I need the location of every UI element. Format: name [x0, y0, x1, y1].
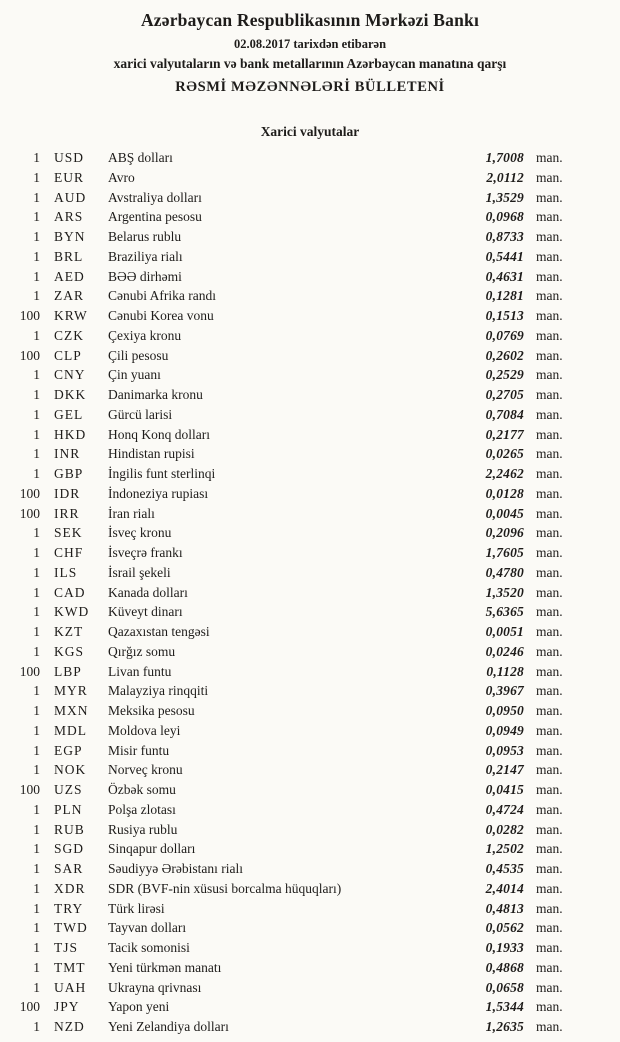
currency-unit: man.	[536, 861, 563, 876]
currency-unit: man.	[536, 762, 563, 778]
table-row	[14, 978, 570, 998]
currency-qty: 100	[19, 308, 40, 323]
table-row	[14, 741, 570, 761]
currency-code: KZT	[54, 624, 84, 639]
currency-name: Sinqapur dolları	[108, 841, 196, 857]
currency-code: MDL	[54, 722, 87, 738]
currency-rate: 0,0045	[485, 505, 524, 521]
currency-name: Kanada dolları	[108, 584, 188, 600]
currency-code: NZD	[54, 1019, 85, 1034]
currency-name: İran rialı	[108, 505, 155, 521]
currency-name: Çin yuanı	[108, 367, 161, 383]
currency-code: PLN	[54, 801, 83, 817]
currency-name: ABŞ dolları	[108, 150, 173, 165]
currency-qty: 1	[33, 169, 40, 185]
currency-rate: 0,0415	[485, 782, 524, 797]
currency-unit: man.	[536, 268, 563, 284]
currency-rate: 0,4724	[485, 801, 524, 817]
table-row	[14, 563, 570, 583]
table-row	[14, 918, 570, 938]
currency-name: Çexiya kronu	[108, 327, 182, 343]
currency-code: IDR	[54, 485, 81, 501]
table-row	[14, 484, 570, 504]
currency-qty: 1	[33, 979, 40, 995]
currency-unit: man.	[536, 248, 563, 264]
currency-code: AUD	[54, 189, 87, 205]
currency-code: ILS	[54, 564, 78, 580]
currency-rate: 0,0949	[485, 722, 524, 738]
currency-qty: 100	[19, 999, 40, 1015]
currency-rate: 0,0128	[485, 485, 524, 501]
currency-name: Tayvan dolları	[108, 920, 187, 936]
currency-qty: 1	[33, 900, 40, 916]
currency-name: Danimarka kronu	[108, 387, 203, 402]
currency-name: Yapon yeni	[108, 999, 170, 1015]
table-row	[14, 820, 570, 840]
table-row	[14, 859, 570, 879]
currency-code: CZK	[54, 327, 84, 343]
currency-rate: 1,7605	[485, 545, 524, 560]
currency-qty: 1	[33, 880, 40, 896]
currency-unit: man.	[536, 999, 563, 1015]
table-row	[14, 385, 570, 405]
section-title-foreign-currencies: Xarici valyutalar	[260, 124, 360, 139]
currency-qty: 1	[33, 466, 40, 481]
currency-unit: man.	[536, 288, 563, 304]
table-row	[14, 326, 570, 346]
table-row	[14, 879, 570, 899]
currency-qty: 1	[33, 762, 40, 778]
table-row	[14, 444, 570, 464]
currency-qty: 100	[19, 663, 40, 679]
currency-qty: 1	[33, 387, 40, 402]
currency-code: SGD	[54, 841, 85, 857]
currency-qty: 1	[33, 643, 40, 659]
currency-rate: 0,2602	[485, 347, 524, 363]
currency-code: IRR	[54, 505, 80, 521]
currency-unit: man.	[536, 545, 563, 560]
currency-qty: 1	[33, 1019, 40, 1034]
currency-unit: man.	[536, 940, 563, 955]
currency-unit: man.	[536, 446, 563, 462]
currency-unit: man.	[536, 426, 563, 442]
currency-name: Malayziya rinqqiti	[108, 683, 209, 699]
currency-unit: man.	[536, 367, 563, 383]
currency-rate: 0,2096	[485, 525, 524, 541]
currency-qty: 1	[33, 722, 40, 738]
table-row	[14, 267, 570, 287]
currency-code: ZAR	[54, 288, 84, 304]
table-row	[14, 760, 570, 780]
currency-name: Özbək somu	[108, 782, 176, 797]
currency-name: Yeni Zelandiya dolları	[108, 1019, 229, 1034]
table-row	[14, 681, 570, 701]
table-row	[14, 365, 570, 385]
currency-code: LBP	[54, 663, 82, 679]
currency-code: TRY	[54, 900, 84, 916]
currency-code: BYN	[54, 229, 86, 244]
currency-rate: 0,1513	[485, 308, 524, 323]
currency-rate: 0,0953	[485, 742, 524, 758]
currency-unit: man.	[536, 229, 563, 244]
currency-name: Ukrayna qrivnası	[108, 979, 202, 995]
currency-qty: 1	[33, 288, 40, 304]
bank-name-title: Azərbaycan Respublikasının Mərkəzi Bankı	[140, 10, 480, 30]
currency-qty: 1	[33, 525, 40, 541]
currency-code: CAD	[54, 584, 86, 600]
currency-name: Argentina pesosu	[108, 209, 202, 225]
currency-rate: 1,2635	[485, 1019, 524, 1034]
currency-qty: 1	[33, 229, 40, 244]
currency-code: DKK	[54, 387, 87, 402]
currency-rate: 0,0282	[485, 821, 524, 837]
currency-name: Braziliya rialı	[108, 248, 183, 264]
currency-rate: 0,4868	[485, 959, 524, 975]
currency-code: INR	[54, 446, 81, 462]
currency-qty: 1	[33, 604, 40, 620]
currency-name: Belarus rublu	[108, 229, 182, 244]
currency-unit: man.	[536, 485, 563, 501]
currency-code: CHF	[54, 545, 84, 560]
currency-qty: 1	[33, 545, 40, 560]
currency-code: BRL	[54, 248, 84, 264]
table-row	[14, 286, 570, 306]
currency-rate: 1,5344	[485, 999, 524, 1015]
currency-qty: 1	[33, 940, 40, 955]
table-row	[14, 188, 570, 208]
currency-unit: man.	[536, 604, 563, 620]
currency-rate: 0,1933	[485, 940, 524, 955]
table-row	[14, 800, 570, 820]
table-row	[14, 306, 570, 326]
currency-code: SAR	[54, 861, 84, 876]
table-row	[14, 523, 570, 543]
currency-code: GBP	[54, 466, 84, 481]
currency-name: Misir funtu	[108, 742, 170, 758]
table-row	[14, 899, 570, 919]
currency-qty: 1	[33, 209, 40, 225]
currency-rate: 0,0950	[485, 703, 524, 718]
currency-unit: man.	[536, 683, 563, 699]
currency-unit: man.	[536, 979, 563, 995]
table-row	[14, 543, 570, 563]
currency-unit: man.	[536, 722, 563, 738]
table-row	[14, 227, 570, 247]
currency-rate: 1,7008	[485, 150, 524, 165]
table-row	[14, 958, 570, 978]
currency-rate: 0,2705	[485, 387, 524, 402]
currency-qty: 1	[33, 959, 40, 975]
bulletin-title: RƏSMİ MƏZƏNNƏLƏRİ BÜLLETENİ	[175, 79, 445, 95]
table-row	[14, 1017, 570, 1037]
currency-code: SEK	[54, 525, 83, 541]
currency-qty: 1	[33, 801, 40, 817]
currency-name: Hindistan rupisi	[108, 446, 195, 462]
currency-unit: man.	[536, 742, 563, 758]
table-row	[14, 207, 570, 227]
currency-unit: man.	[536, 703, 563, 718]
currency-rate: 0,2177	[485, 426, 524, 442]
currency-rate: 0,3967	[485, 683, 524, 699]
currency-rate: 0,0246	[485, 643, 524, 659]
currency-code: TWD	[54, 920, 88, 936]
currency-rate: 0,5441	[485, 248, 524, 264]
currency-rate: 0,4535	[485, 861, 524, 876]
currency-name: SDR (BVF-nin xüsusi borcalma hüquqları)	[108, 880, 342, 896]
currency-unit: man.	[536, 327, 563, 343]
currency-qty: 1	[33, 150, 40, 165]
currency-qty: 1	[33, 248, 40, 264]
currency-unit: man.	[536, 505, 563, 521]
table-row	[14, 148, 570, 168]
currency-unit: man.	[536, 782, 563, 797]
currency-rate: 0,0968	[485, 209, 524, 225]
currency-code: TJS	[54, 940, 79, 955]
table-row	[14, 622, 570, 642]
currency-qty: 1	[33, 367, 40, 383]
currency-code: JPY	[54, 999, 80, 1015]
currency-qty: 1	[33, 189, 40, 205]
currency-code: MYR	[54, 683, 88, 699]
exchange-rates-table	[0, 148, 620, 1037]
currency-qty: 100	[19, 505, 40, 521]
currency-qty: 1	[33, 327, 40, 343]
currency-code: USD	[54, 150, 85, 165]
currency-unit: man.	[536, 564, 563, 580]
currency-rate: 1,2502	[485, 841, 524, 857]
currency-name: İngilis funt sterlinqi	[108, 466, 216, 481]
currency-unit: man.	[536, 959, 563, 975]
currency-unit: man.	[536, 821, 563, 837]
currency-qty: 100	[19, 347, 40, 363]
currency-name: Yeni türkmən manatı	[108, 959, 222, 975]
currency-qty: 1	[33, 268, 40, 284]
currency-name: Avro	[108, 169, 135, 185]
table-row	[14, 662, 570, 682]
currency-code: UAH	[54, 979, 87, 995]
currency-code: KWD	[54, 604, 90, 620]
currency-name: Cənubi Afrika randı	[108, 288, 216, 304]
currency-qty: 1	[33, 683, 40, 699]
effective-date-line: 02.08.2017 tarixdən etibarən	[233, 37, 387, 51]
currency-name: Norveç kronu	[108, 762, 183, 778]
currency-rate: 0,4780	[485, 564, 524, 580]
currency-code: EUR	[54, 169, 84, 185]
currency-code: EGP	[54, 742, 83, 758]
currency-name: İsveçrə frankı	[108, 545, 183, 560]
currency-unit: man.	[536, 643, 563, 659]
currency-unit: man.	[536, 624, 563, 639]
currency-rate: 0,1128	[486, 663, 524, 679]
currency-qty: 1	[33, 841, 40, 857]
currency-unit: man.	[536, 1019, 563, 1034]
currency-code: NOK	[54, 762, 87, 778]
currency-name: Cənubi Korea vonu	[108, 308, 214, 323]
table-row	[14, 780, 570, 800]
currency-unit: man.	[536, 801, 563, 817]
table-row	[14, 721, 570, 741]
table-row	[14, 504, 570, 524]
currency-unit: man.	[536, 841, 563, 857]
currency-name: Gürcü larisi	[108, 406, 173, 422]
table-row	[14, 583, 570, 603]
table-row	[14, 701, 570, 721]
currency-rate: 5,6365	[485, 604, 524, 620]
currency-rate: 2,4014	[485, 880, 524, 896]
currency-unit: man.	[536, 920, 563, 936]
currency-name: İsrail şekeli	[108, 564, 171, 580]
currency-unit: man.	[536, 387, 563, 402]
currency-rate: 0,0562	[485, 920, 524, 936]
currency-qty: 1	[33, 584, 40, 600]
currency-qty: 1	[33, 861, 40, 876]
currency-name: Meksika pesosu	[108, 703, 195, 718]
bulletin-subtitle: xarici valyutaların və bank metallarının Azərbaycan manatına qarşı	[113, 56, 507, 71]
currency-unit: man.	[536, 308, 563, 323]
currency-name: Polşa zlotası	[108, 801, 176, 817]
table-row	[14, 997, 570, 1017]
currency-unit: man.	[536, 900, 563, 916]
currency-rate: 0,0265	[485, 446, 524, 462]
currency-unit: man.	[536, 663, 563, 679]
currency-rate: 0,7084	[485, 406, 524, 422]
currency-qty: 1	[33, 821, 40, 837]
currency-code: XDR	[54, 880, 86, 896]
currency-name: Tacik somonisi	[108, 940, 190, 955]
currency-name: Qazaxıstan tengəsi	[108, 624, 210, 639]
currency-name: Rusiya rublu	[108, 821, 178, 837]
currency-rate: 0,0769	[485, 327, 524, 343]
currency-name: Səudiyyə Ərəbistanı rialı	[108, 861, 243, 876]
currency-code: AED	[54, 268, 85, 284]
table-row	[14, 839, 570, 859]
currency-name: Küveyt dinarı	[108, 604, 183, 620]
currency-rate: 0,2529	[485, 367, 524, 383]
currency-qty: 100	[19, 782, 40, 797]
currency-rate: 0,0051	[485, 624, 524, 639]
currency-unit: man.	[536, 150, 563, 165]
currency-rate: 0,4631	[485, 268, 524, 284]
currency-rate: 0,2147	[485, 762, 524, 778]
currency-unit: man.	[536, 189, 563, 205]
currency-name: Moldova leyi	[108, 722, 181, 738]
currency-rate: 1,3520	[485, 584, 524, 600]
currency-code: CLP	[54, 347, 82, 363]
currency-name: Avstraliya dolları	[108, 189, 202, 205]
table-row	[14, 425, 570, 445]
currency-unit: man.	[536, 584, 563, 600]
currency-qty: 1	[33, 564, 40, 580]
currency-code: KRW	[54, 308, 88, 323]
currency-rate: 0,0658	[485, 979, 524, 995]
currency-rate: 0,4813	[485, 900, 524, 916]
currency-qty: 100	[19, 485, 40, 501]
currency-unit: man.	[536, 347, 563, 363]
currency-rate: 2,0112	[486, 169, 524, 185]
table-row	[14, 602, 570, 622]
currency-name: Çili pesosu	[108, 347, 169, 363]
currency-qty: 1	[33, 920, 40, 936]
currency-code: CNY	[54, 367, 86, 383]
table-row	[14, 346, 570, 366]
currency-rate: 0,1281	[485, 288, 524, 304]
currency-unit: man.	[536, 880, 563, 896]
currency-unit: man.	[536, 406, 563, 422]
currency-code: RUB	[54, 821, 85, 837]
currency-code: ARS	[54, 209, 84, 225]
currency-qty: 1	[33, 624, 40, 639]
currency-rate: 2,2462	[485, 466, 524, 481]
currency-unit: man.	[536, 169, 563, 185]
currency-code: TMT	[54, 959, 86, 975]
currency-name: İsveç kronu	[108, 525, 172, 541]
currency-code: GEL	[54, 406, 84, 422]
currency-qty: 1	[33, 446, 40, 462]
currency-name: İndoneziya rupiası	[108, 485, 209, 501]
currency-rate: 0,8733	[485, 229, 524, 244]
currency-code: KGS	[54, 643, 85, 659]
currency-rate: 1,3529	[485, 189, 524, 205]
table-row	[14, 938, 570, 958]
currency-name: Honq Konq dolları	[108, 426, 210, 442]
table-row	[14, 642, 570, 662]
table-row	[14, 405, 570, 425]
currency-unit: man.	[536, 209, 563, 225]
currency-code: HKD	[54, 426, 87, 442]
currency-code: MXN	[54, 703, 89, 718]
currency-code: UZS	[54, 782, 83, 797]
currency-unit: man.	[536, 466, 563, 481]
table-row	[14, 168, 570, 188]
currency-name: Livan funtu	[108, 663, 172, 679]
currency-unit: man.	[536, 525, 563, 541]
document-header	[0, 0, 620, 98]
currency-qty: 1	[33, 703, 40, 718]
currency-qty: 1	[33, 426, 40, 442]
table-row	[14, 464, 570, 484]
currency-name: Türk lirəsi	[108, 900, 165, 916]
currency-qty: 1	[33, 406, 40, 422]
table-row	[14, 247, 570, 267]
currency-name: BƏƏ dirhəmi	[108, 268, 182, 284]
currency-name: Qırğız somu	[108, 643, 176, 659]
currency-qty: 1	[33, 742, 40, 758]
